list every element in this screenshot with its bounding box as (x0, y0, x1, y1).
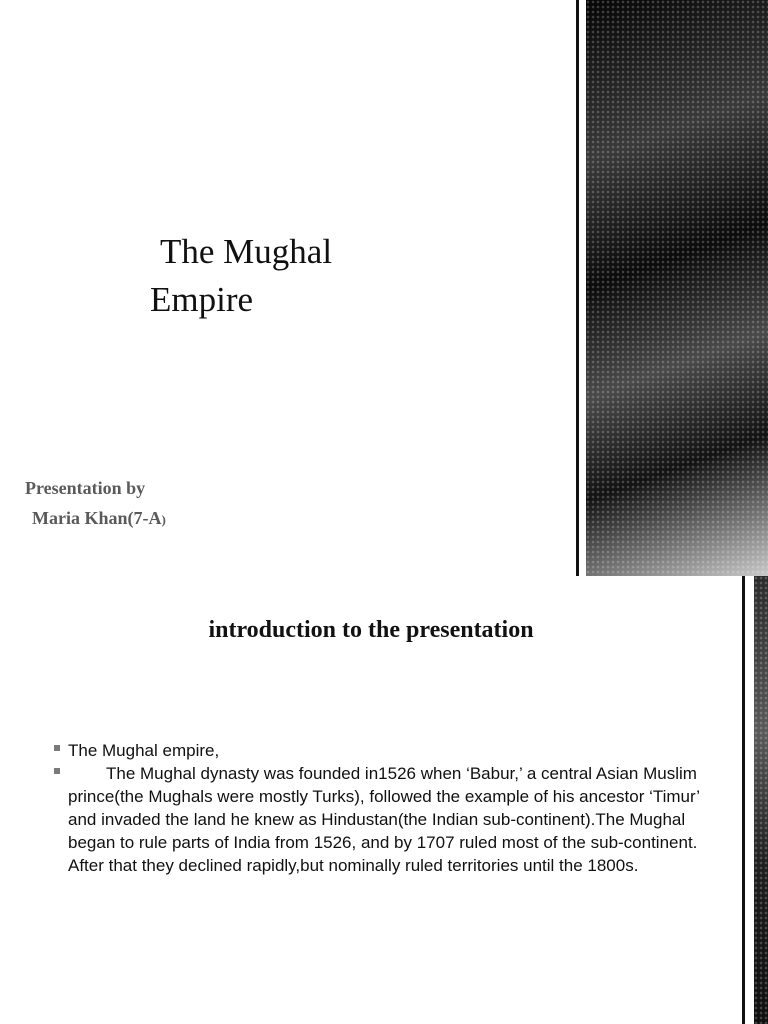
author-name (25, 503, 166, 535)
bullet-square-icon (54, 768, 60, 774)
author-name-text: Maria Khan(7-A (32, 508, 162, 528)
slide-title-line-2: Empire (150, 280, 254, 319)
slide-title (150, 228, 550, 324)
panel-edge-gap (745, 576, 754, 1024)
presenter-byline (25, 473, 166, 535)
bullet-text: The Mughal empire, (68, 741, 220, 760)
author-paren: ) (161, 512, 166, 527)
slide-title-line-1: The Mughal (160, 232, 333, 271)
panel-edge-gap (579, 0, 586, 576)
decorative-texture-panel (754, 576, 768, 1024)
bullet-text: The Mughal dynasty was founded in1526 when ‘Babur,’ a central Asian Muslim prince(the Mughals were mostly Turks), followed the example of his ancestor ‘Timur’ and invaded the land he knew as Hindustan(the Indian sub-continent).The Mughal began to rule parts of India from 1526, and by 1707 ruled most of the sub-continent. After that they declined rapidly,but nominally ruled territories until the 1800s. (68, 764, 700, 875)
list-item (52, 739, 712, 762)
intro-slide (0, 576, 768, 1024)
presented-by-label: Presentation by (25, 478, 146, 498)
decorative-texture-panel (586, 0, 768, 576)
list-item (52, 762, 712, 877)
bullet-list (52, 739, 712, 877)
intro-heading: introduction to the presentation (208, 617, 534, 643)
bullet-square-icon (54, 745, 60, 751)
